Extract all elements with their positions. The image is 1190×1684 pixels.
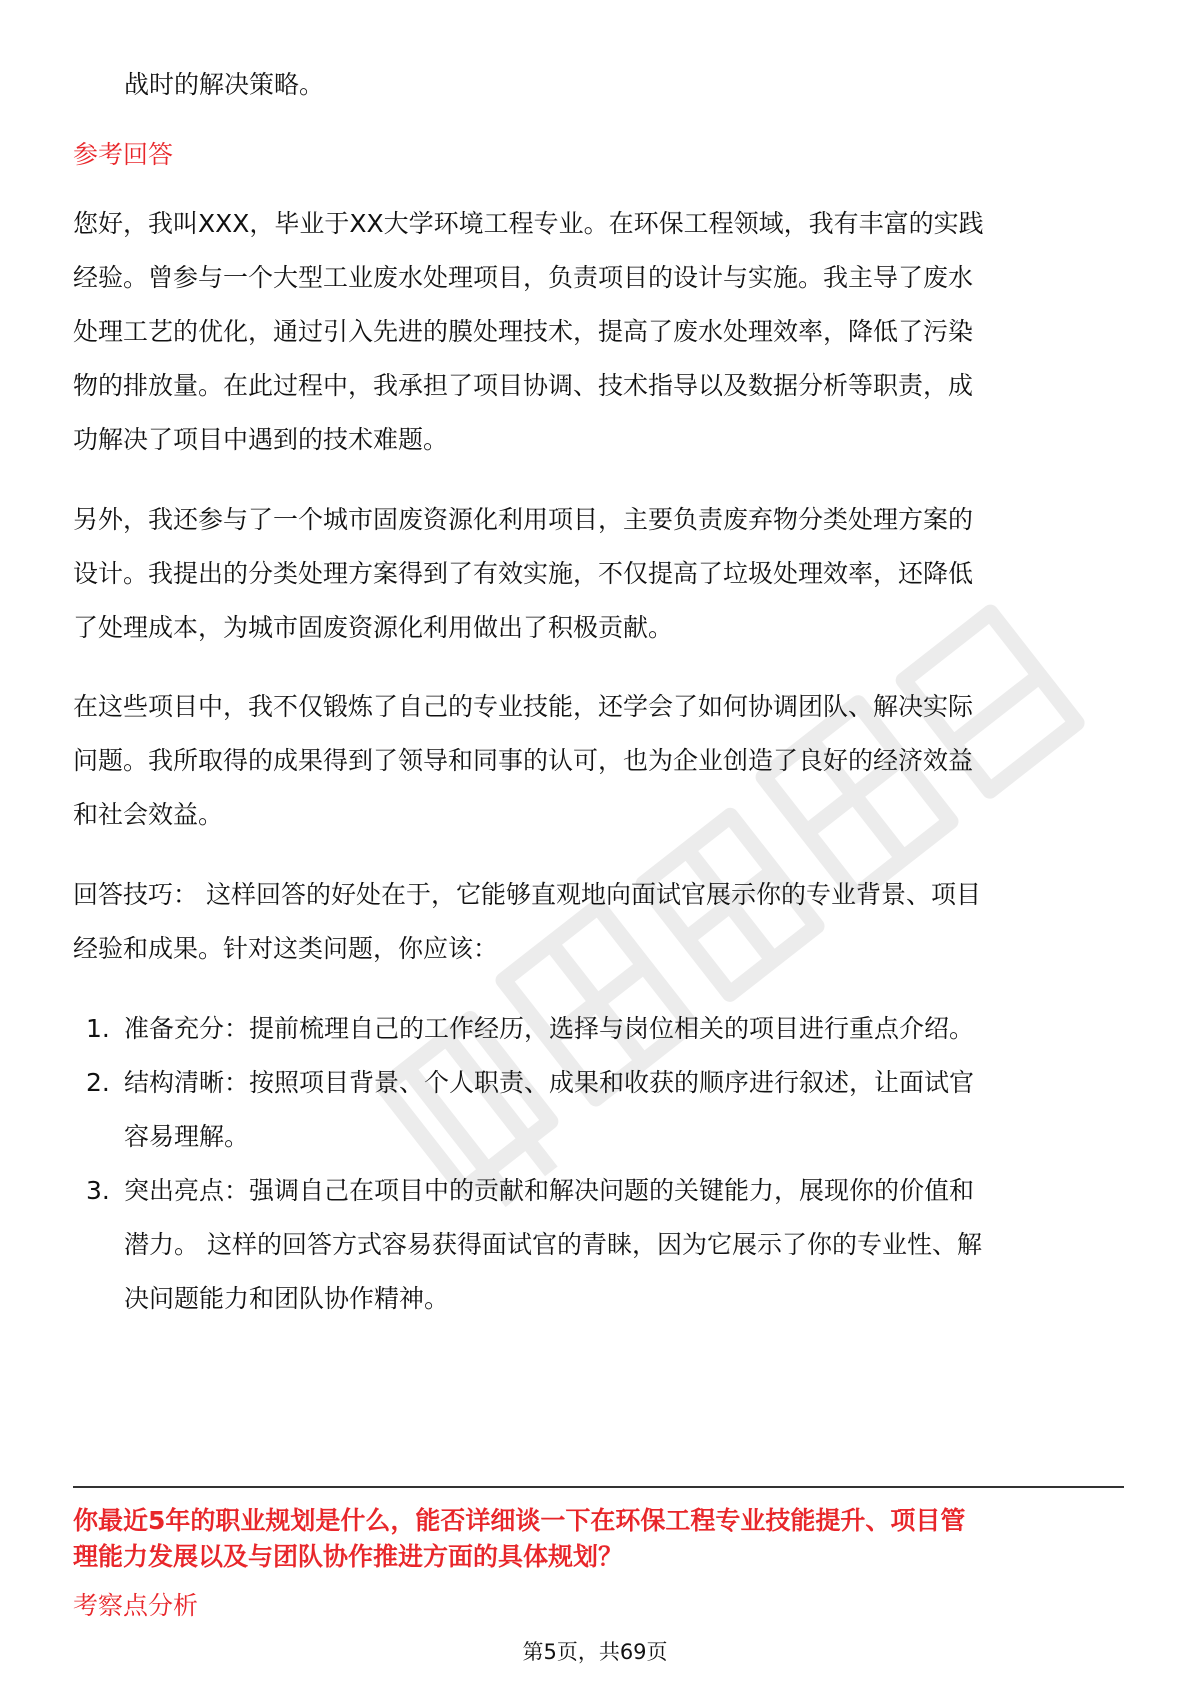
paragraph-line: 和社会效益。 xyxy=(73,800,224,829)
paragraph-line: 另外，我还参与了一个城市固废资源化利用项目，主要负责废弃物分类处理方案的 xyxy=(73,505,974,534)
list-item-line: 决问题能力和团队协作精神。 xyxy=(124,1284,450,1313)
list-number: 3. xyxy=(86,1176,110,1205)
paragraph-line: 您好，我叫XXX，毕业于XX大学环境工程专业。在环保工程领域，我有丰富的实践 xyxy=(73,209,984,238)
list-item-line: 准备充分：提前梳理自己的工作经历，选择与岗位相关的项目进行重点介绍。 xyxy=(124,1014,975,1043)
question-line: 理能力发展以及与团队协作推进方面的具体规划？ xyxy=(73,1542,624,1571)
analysis-heading: 考察点分析 xyxy=(73,1591,199,1620)
list-item-line: 结构清晰：按照项目背景、个人职责、成果和收获的顺序进行叙述，让面试官 xyxy=(124,1068,975,1097)
section-divider xyxy=(73,1486,1124,1488)
answer-heading: 参考回答 xyxy=(73,140,174,169)
list-item-line: 突出亮点：强调自己在项目中的贡献和解决问题的关键能力，展现你的价值和 xyxy=(124,1176,975,1205)
paragraph-line: 在这些项目中，我不仅锻炼了自己的专业技能，还学会了如何协调团队、解决实际 xyxy=(73,692,974,721)
list-number: 2. xyxy=(86,1068,110,1097)
paragraph-line: 功解决了项目中遇到的技术难题。 xyxy=(73,425,449,454)
paragraph-line: 物的排放量。在此过程中，我承担了项目协调、技术指导以及数据分析等职责，成 xyxy=(73,371,974,400)
paragraph-line: 经验。曾参与一个大型工业废水处理项目，负责项目的设计与实施。我主导了废水 xyxy=(73,263,974,292)
question-line: 你最近5年的职业规划是什么，能否详细谈一下在环保工程专业技能提升、项目管 xyxy=(73,1506,966,1535)
paragraph-line: 处理工艺的优化，通过引入先进的膜处理技术，提高了废水处理效率，降低了污染 xyxy=(73,317,974,346)
list-item-line: 容易理解。 xyxy=(124,1122,250,1151)
paragraph-line: 回答技巧： 这样回答的好处在于，它能够直观地向面试官展示你的专业背景、项目 xyxy=(73,880,981,909)
paragraph-line: 经验和成果。针对这类问题，你应该： xyxy=(73,934,499,963)
paragraph-line: 问题。我所取得的成果得到了领导和同事的认可，也为企业创造了良好的经济效益 xyxy=(73,746,974,775)
list-item-line: 潜力。 这样的回答方式容易获得面试官的青睐，因为它展示了你的专业性、解 xyxy=(124,1230,982,1259)
list-number: 1. xyxy=(86,1014,110,1043)
paragraph-line: 设计。我提出的分类处理方案得到了有效实施，不仅提高了垃圾处理效率，还降低 xyxy=(73,559,974,588)
page-footer: 第5页，共69页 xyxy=(522,1640,668,1664)
continuation-text: 战时的解决策略。 xyxy=(124,70,325,99)
paragraph-line: 了处理成本，为城市固废资源化利用做出了积极贡献。 xyxy=(73,613,674,642)
